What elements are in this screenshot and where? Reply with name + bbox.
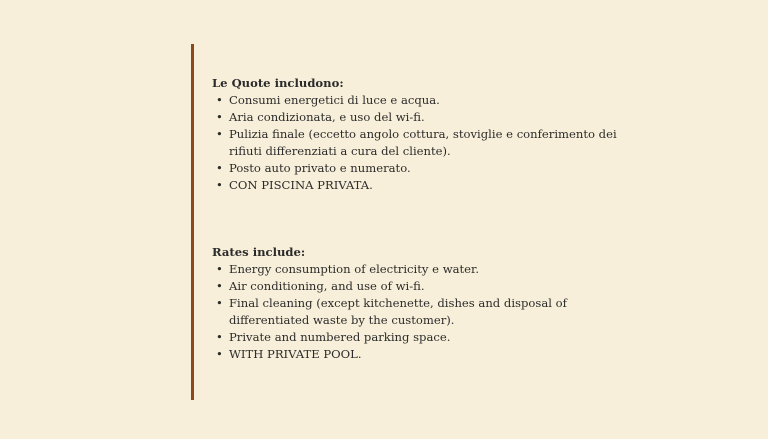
italian-rates-heading: Le Quote includono: — [212, 76, 344, 90]
list-item: • Air conditioning, and use of wi-fi. — [229, 278, 632, 295]
list-item: • Pulizia finale (eccetto angolo cottura, stoviglie e conferimento dei rifiuti differenziati a cura del cliente). — [229, 126, 632, 160]
list-item: • CON PISCINA PRIVATA. — [229, 177, 632, 194]
italian-rates-section — [212, 75, 632, 194]
list-item: • Private and numbered parking space. — [229, 329, 632, 346]
list-item: • Energy consumption of electricity e water. — [229, 261, 632, 278]
english-rates-list — [212, 261, 632, 363]
list-item: • WITH PRIVATE POOL. — [229, 346, 632, 363]
list-item: • Aria condizionata, e uso del wi-fi. — [229, 109, 632, 126]
list-item: • Posto auto privato e numerato. — [229, 160, 632, 177]
vertical-divider — [191, 44, 194, 400]
italian-rates-list — [212, 92, 632, 194]
english-rates-heading: Rates include: — [212, 245, 306, 259]
english-rates-section — [212, 244, 632, 363]
list-item: • Consumi energetici di luce e acqua. — [229, 92, 632, 109]
list-item: • Final cleaning (except kitchenette, dishes and disposal of differentiated waste by the customer). — [229, 295, 632, 329]
